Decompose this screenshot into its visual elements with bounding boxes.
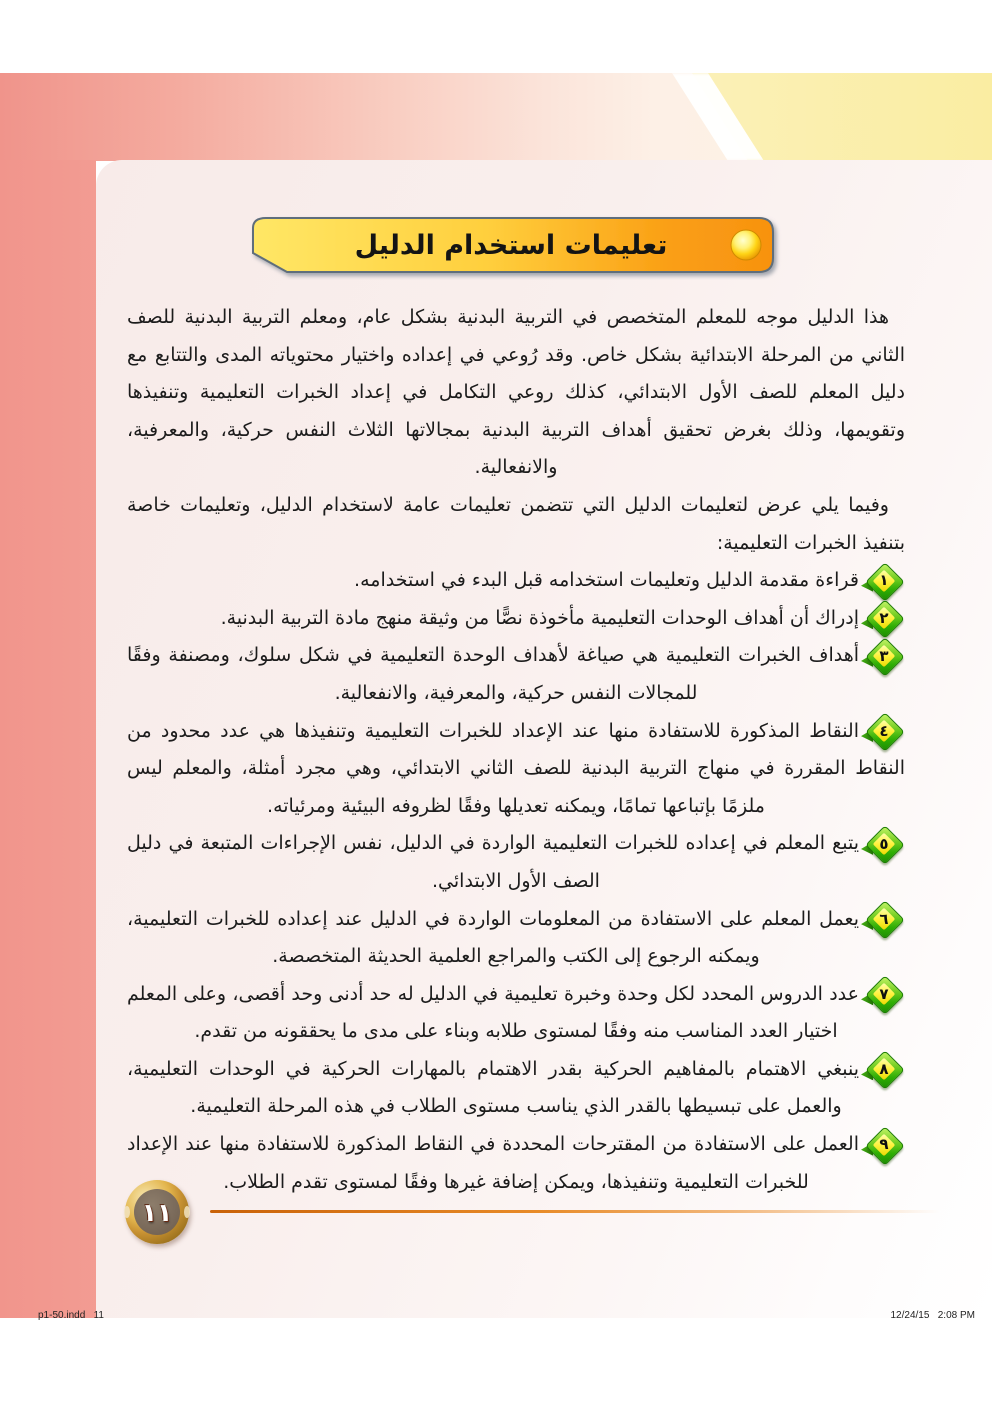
list-item [127,825,905,900]
item-number: ٧ [879,984,889,1003]
item-number: ١ [879,571,889,590]
item-number: ٨ [879,1060,889,1079]
footer-timestamp: 12/24/15 2:08 PM [890,1310,975,1321]
item-number-badge [863,979,905,1009]
item-text: إدراك أن أهداف الوحدات التعليمية مأخوذة نصًّا من وثيقة منهج مادة التربية البدنية. [220,606,859,629]
item-number: ٥ [879,834,889,853]
list-item [127,1051,905,1126]
list-item [127,713,905,826]
item-number-badge [863,603,905,633]
body-text-column [127,299,905,1201]
item-number: ٢ [879,608,889,627]
item-number: ٦ [879,909,889,928]
item-text: النقاط المذكورة للاستفادة منها عند الإعداد للخبرات التعليمية وتنفيذها هي عدد محدود من النقاط المقررة في منهاج التربية البدنية للصف الثاني الابتدائي، وهي مجرد أمثلة، والمعلم ليس ملزمًا بإتباعها تمامًا، ويمكنه تعديلها وفقًا لظروفه البيئية ومرئياته. [127,719,905,817]
footer-filename: p1-50.indd 11 [38,1310,104,1321]
item-number-badge [863,1130,905,1160]
item-text: عدد الدروس المحدد لكل وحدة وخبرة تعليمية في الدليل له حد أدنى وحد أقصى، وعلى المعلم اختيار العدد المناسب منه وفقًا لمستوى طلابه وبناء على مدى ما يحققونه من تقدم. [127,982,859,1043]
item-number-badge [863,1054,905,1084]
lead-in-paragraph: وفيما يلي عرض لتعليمات الدليل التي تتضمن تعليمات عامة لاستخدام الدليل، وتعليمات خاصة بتنفيذ الخبرات التعليمية: [127,493,905,554]
intro-paragraph: هذا الدليل موجه للمعلم المتخصص في التربية البدنية بشكل عام، ومعلم التربية البدنية للصف الثاني من المرحلة الابتدائية بشكل خاص. وقد رُوعي في إعداده واختيار محتوياته المدى والتتابع مع دليل المعلم للصف الأول الابتدائي، كذلك روعي التكامل في إعداد الخبرات التعليمية وتنفيذها وتقويمها، وذلك بغرض تحقيق أهداف التربية البدنية بمجالاتها الثلاث النفس حركية، والمعرفية، والانفعالية. [127,306,905,479]
footer-rule [210,1210,940,1213]
list-item [127,976,905,1051]
item-number-badge [863,829,905,859]
item-text: العمل على الاستفادة من المقترحات المحددة في النقاط المذكورة للاستفادة منها عند الإعداد للخبرات التعليمية وتنفيذها، ويمكن إضافة غيرها وفقًا لمستوى تقدم الطلاب. [127,1133,859,1193]
item-number-badge [863,566,905,596]
list-item [127,600,905,638]
list-item [127,901,905,976]
item-text: قراءة مقدمة الدليل وتعليمات استخدامه قبل البدء في استخدامه. [354,569,859,592]
item-text: أهداف الخبرات التعليمية هي صياغة لأهداف الوحدة التعليمية في شكل سلوك، ومصنفة وفقًا للمجالات النفس حركية، والمعرفية، والانفعالية. [127,644,859,704]
item-text: يعمل المعلم على الاستفادة من المعلومات الواردة في الدليل عند إعداده للخبرات التعليمية، ويمكنه الرجوع إلى الكتب والمراجع العلمية الحديثة المتخصصة. [127,907,859,968]
item-number-badge [863,904,905,934]
list-item [127,1126,905,1201]
page-number-badge [125,1180,189,1244]
list-item [127,637,905,712]
page-title: تعليمات استخدام الدليل [354,229,668,261]
item-number: ٣ [879,646,889,665]
item-number-badge [863,716,905,746]
item-number: ٤ [879,721,889,740]
page-number: ١١ [141,1197,173,1227]
item-text: ينبغي الاهتمام بالمفاهيم الحركية بقدر الاهتمام بالمهارات الحركية في الوحدات التعليمية، والعمل على تبسيطها بالقدر الذي يناسب مستوى الطلاب في هذه المرحلة التعليمية. [127,1057,859,1118]
item-text: يتبع المعلم في إعداده للخبرات التعليمية الواردة في الدليل، نفس الإجراءات المتبعة في دليل الصف الأول الابتدائي. [127,832,859,892]
item-number: ٩ [879,1135,889,1154]
item-number-badge [863,641,905,671]
list-item [127,562,905,600]
